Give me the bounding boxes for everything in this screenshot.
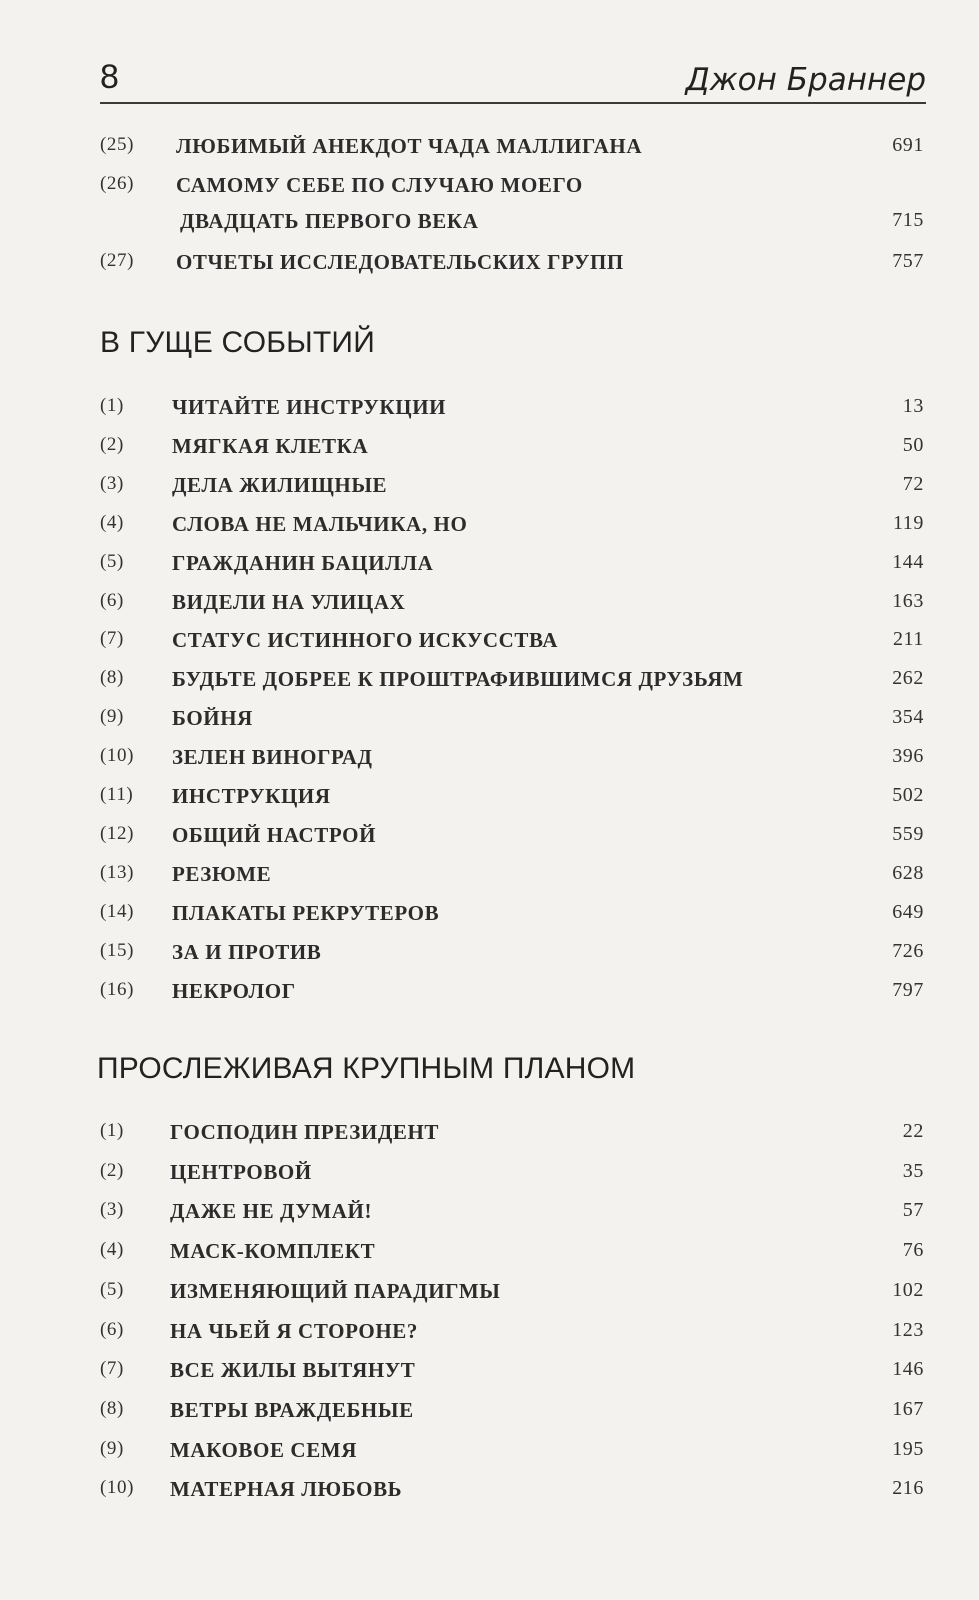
entry-title: ИНСТРУКЦИЯ	[172, 784, 331, 808]
entry-number: (15)	[100, 939, 135, 961]
entry-number: (13)	[100, 861, 135, 883]
entry-number: (4)	[100, 1239, 124, 1261]
entry-page: 502	[892, 784, 924, 806]
entry-title: ВЕТРЫ ВРАЖДЕБНЫЕ	[170, 1397, 414, 1422]
entry-title: ГОСПОДИН ПРЕЗИДЕНТ	[170, 1120, 440, 1144]
entry-title: ЗЕЛЕН ВИНОГРАД	[172, 745, 373, 770]
entry-page: 195	[892, 1437, 924, 1460]
section-title: В ГУЩЕ СОБЫТИЙ	[100, 326, 375, 359]
entry-title: ЛЮБИМЫЙ АНЕКДОТ ЧАДА МАЛЛИГАНА	[176, 134, 643, 158]
entry-title: ОТЧЕТЫ ИССЛЕДОВАТЕЛЬСКИХ ГРУПП	[176, 250, 624, 274]
entry-number: (27)	[100, 250, 135, 271]
entry-title-continuation: ДВАДЦАТЬ ПЕРВОГО ВЕКА	[180, 209, 479, 233]
entry-number: (4)	[100, 511, 124, 533]
entry-page: 262	[892, 667, 924, 690]
entry-title: ЧИТАЙТЕ ИНСТРУКЦИИ	[172, 395, 447, 419]
entry-title: ПЛАКАТЫ РЕКРУТЕРОВ	[172, 900, 440, 925]
entry-page: 211	[892, 628, 924, 651]
entry-number: (7)	[100, 1358, 124, 1380]
entry-number: (6)	[100, 589, 124, 611]
entry-number: (26)	[100, 173, 135, 194]
entry-title: БУДЬТЕ ДОБРЕЕ К ПРОШТРАФИВШИМСЯ ДРУЗЬЯМ	[172, 667, 744, 692]
entry-number: (3)	[100, 472, 124, 494]
entry-title: ГРАЖДАНИН БАЦИЛЛА	[172, 550, 434, 575]
entry-number: (9)	[100, 1437, 124, 1459]
entry-page: 167	[892, 1397, 924, 1420]
entry-number: (25)	[100, 134, 135, 155]
entry-number: (5)	[100, 1278, 124, 1300]
entry-number: (10)	[100, 745, 135, 767]
entry-number: (16)	[100, 978, 135, 1000]
entry-title: ЗА И ПРОТИВ	[172, 939, 322, 964]
entry-page: 757	[892, 250, 924, 272]
entry-title: БОЙНЯ	[172, 706, 253, 731]
entry-number: (9)	[100, 706, 124, 728]
entry-title: МЯГКАЯ КЛЕТКА	[172, 433, 369, 458]
entry-page: 50	[902, 433, 924, 456]
entry-number: (2)	[100, 433, 124, 455]
entry-number: (10)	[100, 1477, 135, 1499]
entry-page: 797	[892, 978, 924, 1001]
entry-title: МАКОВОЕ СЕМЯ	[170, 1437, 357, 1462]
entry-page: 22	[902, 1120, 924, 1142]
entry-page: 72	[902, 472, 924, 495]
entry-page: 13	[902, 395, 924, 417]
entry-page: 144	[892, 550, 924, 573]
entry-title: ДЕЛА ЖИЛИЩНЫЕ	[172, 472, 388, 497]
entry-title: ИЗМЕНЯЮЩИЙ ПАРАДИГМЫ	[170, 1278, 501, 1303]
entry-page: 163	[892, 589, 924, 612]
entry-title: ВИДЕЛИ НА УЛИЦАХ	[172, 589, 406, 614]
entry-number: (14)	[100, 900, 135, 922]
entry-page: 123	[892, 1318, 924, 1341]
entry-title: МАСК-КОМПЛЕКТ	[170, 1239, 376, 1264]
entry-number: (8)	[100, 1397, 124, 1419]
entry-number: (3)	[100, 1199, 124, 1221]
entry-page: 396	[892, 745, 924, 768]
entry-number: (2)	[100, 1159, 124, 1181]
entry-number: (11)	[100, 784, 134, 805]
entry-page: 57	[902, 1199, 924, 1222]
running-head-author: Джон Браннер	[685, 62, 926, 98]
entry-page: 649	[892, 900, 924, 923]
entry-title: ДАЖЕ НЕ ДУМАЙ!	[170, 1199, 373, 1224]
section-title: ПРОСЛЕЖИВАЯ КРУПНЫМ ПЛАНОМ	[97, 1052, 636, 1085]
entry-title: МАТЕРНАЯ ЛЮБОВЬ	[170, 1477, 403, 1502]
entry-page: 76	[902, 1239, 924, 1262]
entry-title: СЛОВА НЕ МАЛЬЧИКА, НО	[172, 511, 468, 536]
entry-page: 102	[892, 1278, 924, 1301]
entry-page: 216	[892, 1477, 924, 1500]
entry-page: 119	[892, 511, 924, 534]
entry-number: (6)	[100, 1318, 124, 1340]
entry-number: (1)	[100, 1120, 124, 1141]
entry-number: (8)	[100, 667, 124, 689]
entry-number: (7)	[100, 628, 124, 650]
entry-page: 354	[892, 706, 924, 729]
entry-title: ВСЕ ЖИЛЫ ВЫТЯНУТ	[170, 1358, 416, 1383]
entry-title: НА ЧЬЕЙ Я СТОРОНЕ?	[170, 1318, 418, 1343]
entry-page: 146	[892, 1358, 924, 1381]
entry-title: ЦЕНТРОВОЙ	[170, 1159, 312, 1184]
entry-page: 35	[902, 1159, 924, 1182]
page-header	[100, 58, 926, 104]
page-number: 8	[100, 58, 119, 96]
entry-title: ОБЩИЙ НАСТРОЙ	[172, 822, 376, 847]
entry-page: 715	[892, 209, 924, 231]
entry-page: 726	[892, 939, 924, 962]
entry-page: 628	[892, 861, 924, 884]
entry-title: СТАТУС ИСТИННОГО ИСКУССТВА	[172, 628, 559, 653]
entry-number: (1)	[100, 395, 124, 416]
entry-title: САМОМУ СЕБЕ ПО СЛУЧАЮ МОЕГО	[176, 173, 583, 197]
entry-page: 691	[892, 134, 924, 156]
entry-number: (5)	[100, 550, 124, 572]
entry-title: РЕЗЮМЕ	[172, 861, 272, 886]
entry-title: НЕКРОЛОГ	[172, 978, 296, 1003]
entry-page: 559	[892, 822, 924, 845]
entry-number: (12)	[100, 822, 135, 844]
